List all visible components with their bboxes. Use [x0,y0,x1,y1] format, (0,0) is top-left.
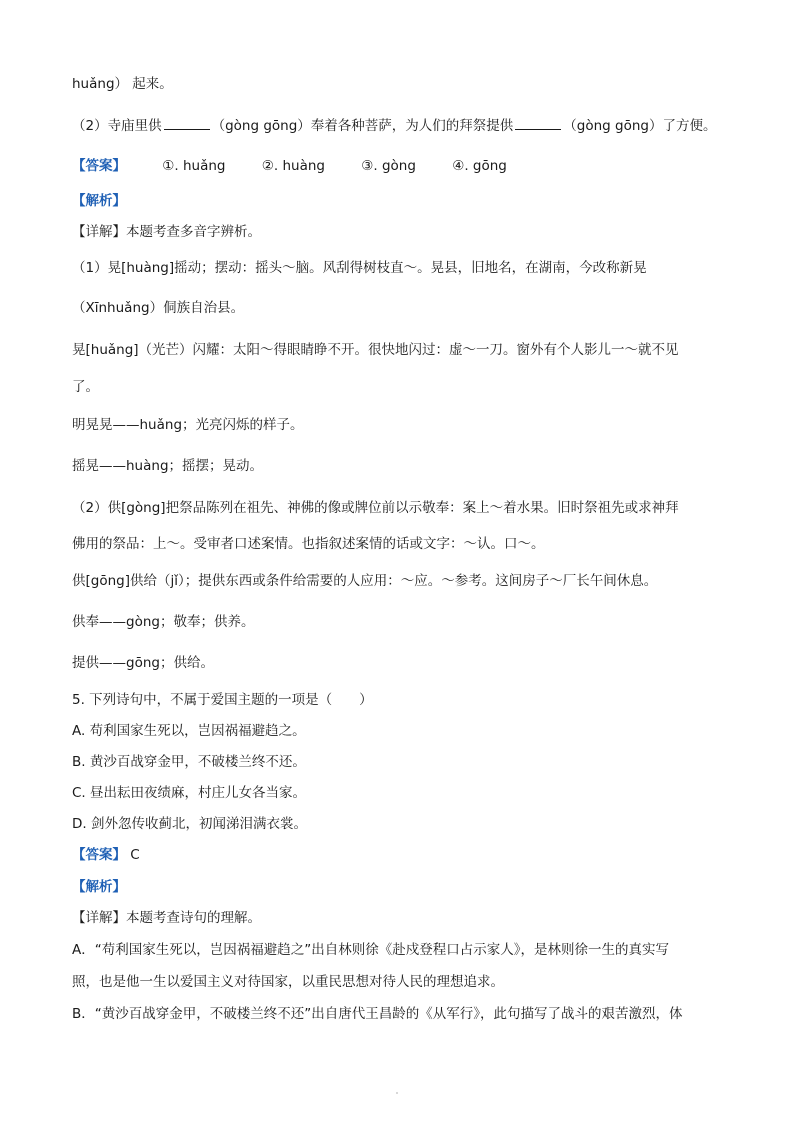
text-line: （2）供[gòng]把祭品陈列在祖先、神佛的像或牌位前以示敬奉：案上～着水果。旧时祭祖先或求神拜 [72,500,679,516]
text-line: huǎng） 起来。 [72,76,173,92]
text-line: 明晃晃——huǎng；光亮闪烁的样子。 [72,417,304,433]
answer-value: C [130,847,140,863]
answer-option: ④. gōng [452,158,507,174]
text-line: 晃[huǎng]（光芒）闪耀：太阳～得眼睛睁不开。很快地闪过：虚～一刀。窗外有个人影儿一～就不见 [72,342,679,358]
answer-blank [515,115,561,130]
page-mark [396,1092,398,1094]
text-line: 提供——gōng；供给。 [72,655,214,671]
answer-tag: 【答案】 [72,847,126,863]
answer-line [72,156,732,176]
text-line: （1）晃[huàng]摇动；摆动：摇头～脑。风刮得树枝直～。晃县，旧地名，在湖南，今改称新晃 [72,260,647,276]
question-title: 5. 下列诗句中，不属于爱国主题的一项是（ ） [72,692,373,708]
analysis-tag: 【解析】 [72,193,126,209]
text-line: 供奉——gòng；敬奉；供养。 [72,614,255,630]
question-text: （gòng gōng）了方便。 [563,118,717,134]
choice-b: B. 黄沙百战穿金甲，不破楼兰终不还。 [72,754,306,770]
answer-tag: 【答案】 [72,158,126,174]
text-line: （Xīnhuǎng）侗族自治县。 [72,300,245,316]
text-line: 了。 [72,379,99,395]
answer-option: ②. huàng [261,158,325,174]
text-line: 【详解】本题考查多音字辨析。 [72,224,261,240]
analysis-tag: 【解析】 [72,879,126,895]
answer-line [72,845,732,865]
question-text: （2）寺庙里供 [72,118,162,134]
choice-d: D. 剑外忽传收蓟北，初闻涕泪满衣裳。 [72,816,307,832]
text-line: 照，也是他一生以爱国主义对待国家，以重民思想对待人民的理想追求。 [72,974,504,990]
question-line [72,115,732,136]
answer-blank [164,115,210,130]
text-line: A．“苟利国家生死以，岂因祸福避趋之”出自林则徐《赴戍登程口占示家人》，是林则徐一生的真实写 [72,942,669,958]
choice-c: C. 昼出耘田夜绩麻，村庄儿女各当家。 [72,785,307,801]
answer-option: ③. gòng [361,158,416,174]
text-line: 佛用的祭品：上～。受审者口述案情。也指叙述案情的话或文字：～认。口～。 [72,536,545,552]
analysis-line [72,191,732,211]
question-text: （gòng gōng）奉着各种菩萨，为人们的拜祭提供 [211,118,514,134]
text-line: 供[gōng]供给（jǐ）；提供东西或条件给需要的人应用：～应。～参考。这间房子～厂长午间休息。 [72,573,658,589]
choice-a: A. 苟利国家生死以，岂因祸福避趋之。 [72,723,306,739]
text-line: 摇晃——huàng；摇摆；晃动。 [72,458,264,474]
text-line: B．“黄沙百战穿金甲，不破楼兰终不还”出自唐代王昌龄的《从军行》，此句描写了战斗的艰苦激烈，体 [72,1006,683,1022]
answer-option: ①. huǎng [162,158,226,174]
text-line: 【详解】本题考查诗句的理解。 [72,910,261,926]
analysis-line [72,877,732,897]
